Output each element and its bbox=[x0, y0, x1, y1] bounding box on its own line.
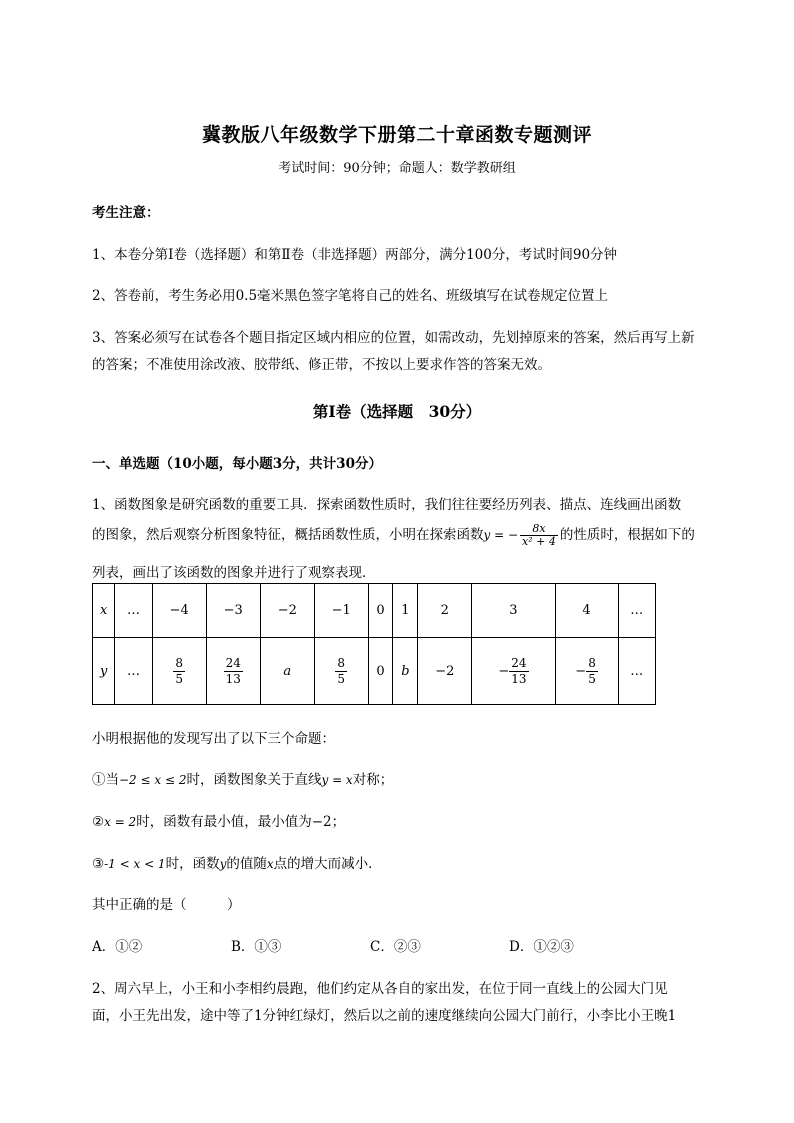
table-row-x bbox=[93, 584, 656, 638]
prop3-text-b: 时，函数 bbox=[165, 856, 220, 872]
proposition-2 bbox=[92, 810, 345, 830]
prop3-condition: -1 < x < 1 bbox=[104, 857, 166, 871]
cell-text: b bbox=[401, 663, 410, 679]
cell-fraction bbox=[335, 656, 347, 687]
table-cell-x-8: 2 bbox=[418, 584, 472, 638]
table-cell-x-1: … bbox=[115, 584, 152, 638]
table-cell-y-9 bbox=[472, 638, 555, 705]
q1-line-3: 列表，画出了该函数的图象并进行了观察表现． bbox=[92, 565, 376, 581]
table-cell-y-6 bbox=[368, 638, 393, 705]
prop3-text-a: ③ bbox=[92, 856, 105, 872]
function-formula-lhs: y = − bbox=[483, 528, 519, 542]
table-cell-x-6: 0 bbox=[368, 584, 393, 638]
notice-item-3-line-1: 3、答案必须写在试卷各个题目指定区域内相应的位置，如需改动，先划掉原来的答案，然后再写上新 bbox=[92, 330, 695, 346]
proposition-1 bbox=[92, 768, 393, 788]
value-table bbox=[92, 583, 656, 705]
q2-line-1: 2、周六早上，小王和小李相约晨跑，他们约定从各自的家出发，在位于同一直线上的公园大门见 bbox=[92, 981, 668, 997]
fraction-denominator: 5 bbox=[588, 671, 596, 686]
notice-heading: 考生注意： bbox=[92, 205, 160, 221]
prop1-text-b: 时，函数图象关于直线 bbox=[186, 772, 322, 788]
table-cell-y-4 bbox=[260, 638, 314, 705]
table-cell-y-8 bbox=[418, 638, 472, 705]
prop3-text-d: 点的增大而减小． bbox=[273, 856, 382, 872]
notice-item-3-line-2: 的答案；不准使用涂改液、胶带纸、修正带，不按以上要求作答的答案无效。 bbox=[92, 357, 551, 373]
fraction-numerator: 24 bbox=[225, 655, 241, 670]
cell-sign: − bbox=[575, 663, 587, 679]
fraction-denominator: 5 bbox=[337, 671, 345, 686]
cell-text: … bbox=[127, 663, 141, 679]
prop2-text-a: ② bbox=[92, 814, 105, 830]
table-cell-x-3: −3 bbox=[206, 584, 260, 638]
cell-fraction bbox=[224, 656, 243, 687]
q1-line-2-text-b: 的性质时，根据如下的 bbox=[559, 527, 695, 543]
table-cell-x-2: −4 bbox=[152, 584, 206, 638]
fraction-numerator: 8 bbox=[588, 655, 596, 670]
cell-text: y bbox=[99, 663, 108, 679]
table-row-y bbox=[93, 638, 656, 705]
prop1-text-c: 对称； bbox=[352, 772, 394, 788]
table-cell-x-4: −2 bbox=[260, 584, 314, 638]
prop3-text-c: 的值随 bbox=[226, 856, 267, 872]
page-title: 冀教版八年级数学下册第二十章函数专题测评 bbox=[201, 124, 592, 146]
section-title: 第Ⅰ卷（选择题 30分） bbox=[312, 402, 482, 421]
table-cell-x-10: 4 bbox=[555, 584, 618, 638]
q2-line-2: 面，小王先出发，途中等了1分钟红绿灯，然后以之前的速度继续向公园大门前行，小李比小王晚1 bbox=[92, 1008, 677, 1024]
prop3-y: y bbox=[219, 857, 227, 871]
prop2-condition: x = 2 bbox=[104, 815, 137, 829]
fraction-numerator: 8 bbox=[337, 655, 345, 670]
prop3-x: x bbox=[266, 857, 274, 871]
prop1-condition: −2 ≤ x ≤ 2 bbox=[119, 773, 187, 787]
option-b[interactable]: B．①③ bbox=[231, 939, 282, 955]
table-cell-x-5: −1 bbox=[314, 584, 368, 638]
table-cell-y-7 bbox=[393, 638, 418, 705]
cell-sign: − bbox=[498, 663, 510, 679]
prop2-text-b: 时，函数有最小值，最小值为−2； bbox=[136, 814, 346, 830]
cell-text: … bbox=[630, 663, 644, 679]
notice-item-1: 1、本卷分第Ⅰ卷（选择题）和第Ⅱ卷（非选择题）两部分，满分100分，考试时间90分钟 bbox=[92, 247, 618, 263]
proposition-3 bbox=[92, 852, 382, 872]
option-d[interactable]: D．①②③ bbox=[509, 939, 574, 955]
option-a[interactable]: A．①② bbox=[92, 939, 143, 955]
cell-fraction bbox=[509, 656, 528, 687]
q1-intro: 小明根据他的发现写出了以下三个命题： bbox=[92, 731, 335, 747]
table-cell-y-11 bbox=[618, 638, 655, 705]
function-formula-fraction bbox=[520, 523, 558, 548]
table-cell-y-10 bbox=[555, 638, 618, 705]
table-cell-x-7: 1 bbox=[393, 584, 418, 638]
q1-line-2-text-a: 的图象，然后观察分析图象特征，概括函数性质，小明在探索函数 bbox=[92, 527, 484, 543]
table-cell-y-5 bbox=[314, 638, 368, 705]
prop1-text-a: ①当 bbox=[92, 772, 119, 788]
part-heading: 一、单选题（10小题，每小题3分，共计30分） bbox=[92, 456, 382, 472]
cell-text: 0 bbox=[376, 663, 385, 679]
fraction-denominator: 5 bbox=[175, 671, 183, 686]
table-cell-y-3 bbox=[206, 638, 260, 705]
cell-fraction bbox=[586, 656, 598, 687]
table-cell-x-9: 3 bbox=[472, 584, 555, 638]
table-cell-y-1 bbox=[115, 638, 152, 705]
prop1-line: y = x bbox=[321, 773, 353, 787]
table-cell-y-2 bbox=[152, 638, 206, 705]
notice-item-2: 2、答卷前，考生务必用0.5毫米黑色签字笔将自己的姓名、班级填写在试卷规定位置上 bbox=[92, 288, 609, 304]
fraction-denominator: 13 bbox=[225, 671, 241, 686]
fraction-denominator: 13 bbox=[511, 671, 527, 686]
cell-fraction bbox=[173, 656, 185, 687]
cell-text: −2 bbox=[435, 663, 455, 679]
page-subtitle: 考试时间：90分钟；命题人：数学教研组 bbox=[278, 161, 516, 176]
fraction-numerator: 24 bbox=[511, 655, 527, 670]
formula-numerator: 8x bbox=[520, 523, 558, 536]
formula-denominator: x² + 4 bbox=[522, 535, 556, 548]
table-cell-y-0 bbox=[93, 638, 115, 705]
option-c[interactable]: C．②③ bbox=[370, 939, 421, 955]
q1-line-1: 1、函数图象是研究函数的重要工具．探索函数性质时，我们往往要经历列表、描点、连线画出函数 bbox=[92, 497, 682, 513]
q1-ask: 其中正确的是（ ） bbox=[92, 897, 241, 913]
table-cell-x-11: … bbox=[618, 584, 655, 638]
fraction-numerator: 8 bbox=[175, 655, 183, 670]
q1-line-2 bbox=[92, 517, 695, 553]
cell-text: a bbox=[283, 663, 292, 679]
table-cell-x-0: x bbox=[93, 584, 115, 638]
